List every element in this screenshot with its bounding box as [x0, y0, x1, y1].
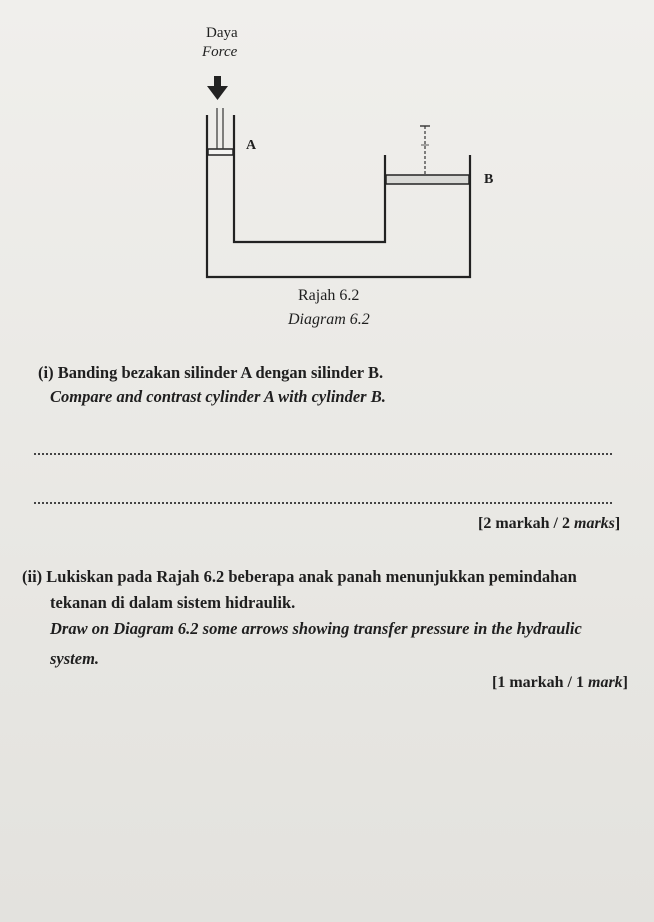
piston-b [386, 126, 469, 184]
diagram-caption-ms: Rajah 6.2 [298, 287, 360, 304]
question-i-text-ms: (i) Banding bezakan silinder A dengan silinder B. [38, 363, 384, 382]
force-label-ms: Daya [206, 25, 238, 41]
hydraulic-diagram [180, 20, 500, 330]
piston-a [208, 108, 233, 155]
marks-close: ] [622, 674, 628, 691]
cylinder-a-label: A [246, 138, 257, 153]
question-ii-line-1: (ii) Lukiskan pada Rajah 6.2 beberapa anak panah menunjukkan pemindahan [22, 567, 577, 586]
force-label-en: Force [202, 44, 238, 60]
question-ii-marks [492, 674, 628, 692]
force-arrow-icon [207, 76, 228, 100]
answer-line-1[interactable] [34, 453, 612, 455]
diagram-caption-en: Diagram 6.2 [288, 311, 370, 328]
marks-ms: [2 markah / 2 [478, 515, 574, 532]
question-ii-line-3-en: Draw on Diagram 6.2 some arrows showing transfer pressure in the hydraulic [50, 619, 582, 638]
question-ii-line-2: tekanan di dalam sistem hidraulik. [50, 593, 296, 612]
marks-ms: [1 markah / 1 [492, 674, 588, 691]
marks-close: ] [614, 515, 621, 532]
vessel-inner-wall [234, 115, 385, 242]
marks-en: mark [588, 674, 623, 691]
marks-en: marks [574, 515, 615, 532]
question-i-marks [478, 515, 620, 533]
question-i-text-en: Compare and contrast cylinder A with cylinder B. [50, 387, 386, 406]
question-ii-line-4-en: system. [50, 649, 100, 668]
answer-line-2[interactable] [34, 502, 612, 504]
cylinder-b-label: B [484, 172, 494, 187]
hydraulic-system-drawing [180, 20, 500, 330]
